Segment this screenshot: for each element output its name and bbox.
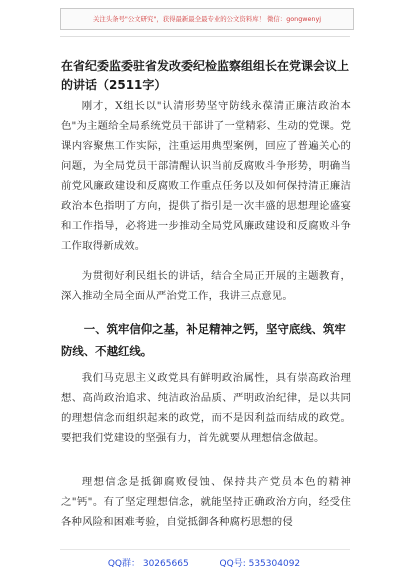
document-title: 在省纪委监委驻省发改委纪检监察组组长在党课会议上的讲话（2511字） [61,59,350,92]
paragraph-text: 刚才，X组长以"认清形势坚守防线永葆清正廉洁政治本色"为主题给全局系统党员干部讲了一堂精彩、生动的党课。党课内容聚焦工作实际，注重运用典型案例，回应了普遍关心的问题，为全局党员干部清醒认识当前反腐败斗争形势，明确当前党风廉政建设和反腐败工作重点任务以及如何保持清正廉洁政治本色指明了方向，提供了指引是一次丰盛的思想理论盛宴和工作指导，必将进一步推动全局党风廉政建设和反腐败斗争工作取得新成效。 [61,100,351,252]
paragraph-text: 为贯彻好利民组长的讲话，结合全局正开展的主题教育，深入推动全局全面从严治党工作，我讲三点意见。 [61,270,351,302]
qq-group-number: QQ群： 30265665 [107,559,189,569]
header-banner: 关注头条号"公文研究"，获得最新最全最专业的公文资料库！ 微信：gongwenyj [60,8,354,30]
paragraph-2 [61,266,351,306]
paragraph-text: 我们马克思主义政党具有鲜明政治属性，具有崇高政治理想、高尚政治追求、纯洁政治品质、严明政治纪律，是以共同的理想信念而组织起来的政党，而不是因利益而结成的政党。要把我们党建设的坚强有力，首先就要从理想信念做起。 [61,372,351,444]
header-divider [60,36,350,37]
paragraph-3 [61,368,351,448]
paragraph-4 [61,472,351,532]
footer-divider [60,549,350,550]
section-heading-1: 一、筑牢信仰之基，补足精神之钙，坚守底线、筑牢防线、不越红线。 [61,322,346,358]
paragraph-text: 理想信念是抵御腐败侵蚀、保持共产党员本色的精神之"钙"。有了坚定理想信念，就能坚持正确政治方向，经受住各种风险和困难考验，自觉抵御各种腐朽思想的侵 [61,476,351,528]
footer-contacts [0,556,408,569]
paragraph-1 [61,96,351,256]
qq-account-number: QQ号: 535304092 [219,559,301,569]
